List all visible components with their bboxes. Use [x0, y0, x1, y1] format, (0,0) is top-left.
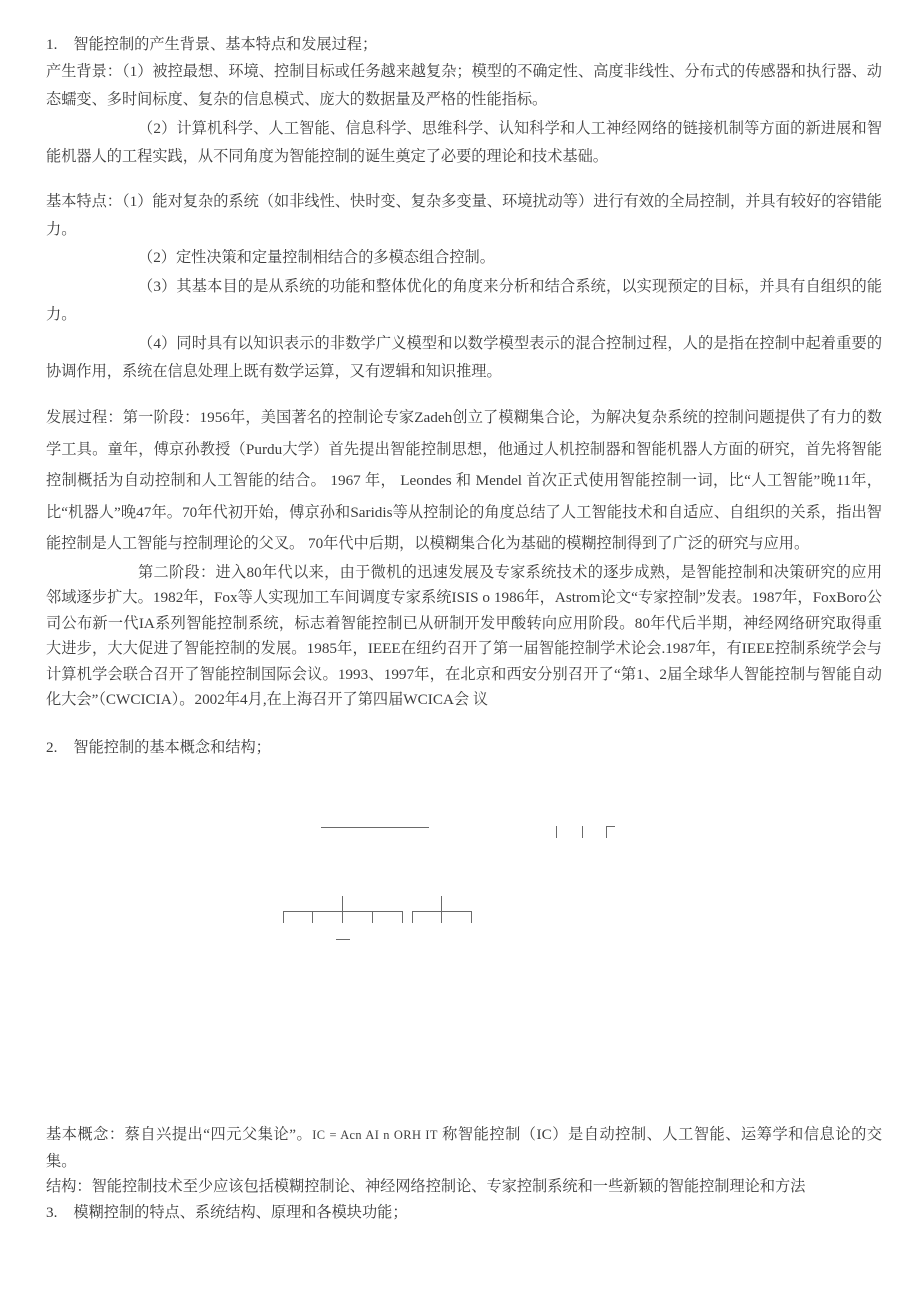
connector-drop	[342, 911, 343, 923]
concept-suffix: 称智能控制（IC）是自动控制、人工智能、运筹学和信息论的交集。	[46, 1126, 883, 1170]
connector-drop	[372, 911, 373, 923]
connector-drop	[471, 911, 472, 923]
features-paragraph-1: 基本特点：（1）能对复杂的系统（如非线性、快时变、复杂多变量、环境扰动等）进行有效的全局控制，并具有较好的容错能力。	[46, 192, 882, 239]
diagram-neural-branch-rows	[272, 924, 414, 949]
connector-drop	[312, 911, 313, 923]
connector-drop	[402, 911, 403, 923]
spacer	[46, 386, 882, 402]
concept-formula: IC = Acn AI n ORH IT	[312, 1128, 438, 1142]
section-3-title: 模糊控制的特点、系统结构、原理和各模块功能；	[73, 1203, 408, 1221]
features-paragraph-4: （4）同时具有以知识表示的非数学广义模型和以数学模型表示的混合控制过程，人的是指在控制中起着重要的协调作用，系统在信息处理上既有数学运算，又有逻辑和知识推理。	[46, 334, 882, 381]
document-body	[46, 32, 882, 761]
spacer	[46, 172, 882, 188]
section-1-number: 1.	[46, 36, 58, 53]
connector-drop	[283, 911, 284, 923]
connector-drop	[606, 826, 607, 838]
features-paragraph-3: （3）其基本目的是从系统的功能和整体优化的角度来分析和结合系统，以实现预定的目标，并具有自组织的能力。	[46, 277, 882, 324]
diagram-neural-underline	[321, 827, 429, 828]
connector-bus	[283, 911, 403, 912]
connector-drop	[556, 826, 557, 838]
concept-prefix: 基本概念：蔡自兴提出“四元父集论”。	[46, 1126, 313, 1143]
section-1-heading	[46, 32, 882, 58]
connector-drop	[582, 826, 583, 838]
background-paragraph-1: 产生背景：（1）被控最想、环境、控制目标或任务越来越复杂；模型的不确定性、高度非线性、分布式的传感器和执行器、动态蠕变、多时间标度、复杂的信息模式、庞大的数据量及严格的性能指标。	[46, 63, 882, 109]
features-paragraph-2: （2）定性决策和定量控制相结合的多模态组合控制。	[138, 249, 495, 267]
connector-bus	[412, 911, 472, 912]
document-body-bottom	[46, 1122, 882, 1226]
section-1-title: 智能控制的产生背景、基本特点和发展过程；	[73, 36, 378, 53]
development-paragraph-1: 发展过程：第一阶段：1956年，美国著名的控制论专家Zadeh创立了模糊集合论，为解决复杂系统的控制问题提供了有力的数学工具。童年，傅京孙教授（Purdu大学）首先提出智能控制思想，他通过人机控制器和智能机器人方面的研究，首先将智能控制概括为自动控制和人工智能的结合。 1967 年， Leondes 和 Mendel 首次正式使用智能控制一词，比“人工智能”晚11年，比“机器人”晚47年。70年代初开始，傅京孙和Saridis等从控制论的角度总结了人工智能技术和自适应、自组织的关系，指出智能控制是人工智能与控制理论的父叉。 70年代中后期，以模糊集合化为基础的模糊控制得到了广泛的研究与应用。	[46, 409, 882, 553]
connector-drop	[441, 911, 442, 923]
basic-concept-paragraph	[46, 1122, 882, 1174]
connector-stem	[441, 896, 442, 912]
connector-stem	[342, 896, 343, 912]
background-paragraph-2: （2）计算机科学、人工智能、信息科学、思维科学、认知科学和人工神经网络的链接机制等方面的新进展和智能机器人的工程实践，从不同角度为智能控制的诞生奠定了必要的理论和技术基础。	[46, 119, 882, 166]
spacer	[46, 713, 882, 735]
neural-branch-row	[336, 938, 350, 940]
section-3-number: 3.	[46, 1203, 58, 1221]
structure-paragraph: 结构：智能控制技术至少应该包括模糊控制论、神经网络控制论、专家控制系统和一些新颖的智能控制理论和方法	[46, 1178, 806, 1195]
intelligent-control-structure-diagram	[0, 748, 920, 1108]
section-3-heading	[46, 1200, 882, 1226]
connector-corner	[606, 826, 615, 827]
development-paragraph-2: 第二阶段：进入80年代以来，由于微机的迅速发展及专家系统技术的逐步成熟，是智能控制和决策研究的应用邻域逐步扩大。1982年，Fox等人实现加工车间调度专家系统ISIS o 1986年，Astrom论文“专家控制”发表。1987年，FoxBoro公司公布新一代IA系列智能控制系统，标志着智能控制已从研制开发甲酸转向应用阶段。80年代后半期，神经网络研究取得重大进步，大大促进了智能控制的发展。1985年，IEEE在纽约召开了第一届智能控制学术论会.1987年，有IEEE控制系统学会与计算机学会联合召开了智能控制国际会议。1993、1997年，在北京和西安分别召开了“第1、2届全球华人智能控制与智能自动化大会”（CWCICIA）。2002年4月,在上海召开了第四届WCICA会 议	[46, 563, 882, 709]
section-2-number: 2.	[46, 738, 58, 756]
connector-drop	[412, 911, 413, 923]
section-2-title: 智能控制的基本概念和结构；	[73, 738, 271, 756]
